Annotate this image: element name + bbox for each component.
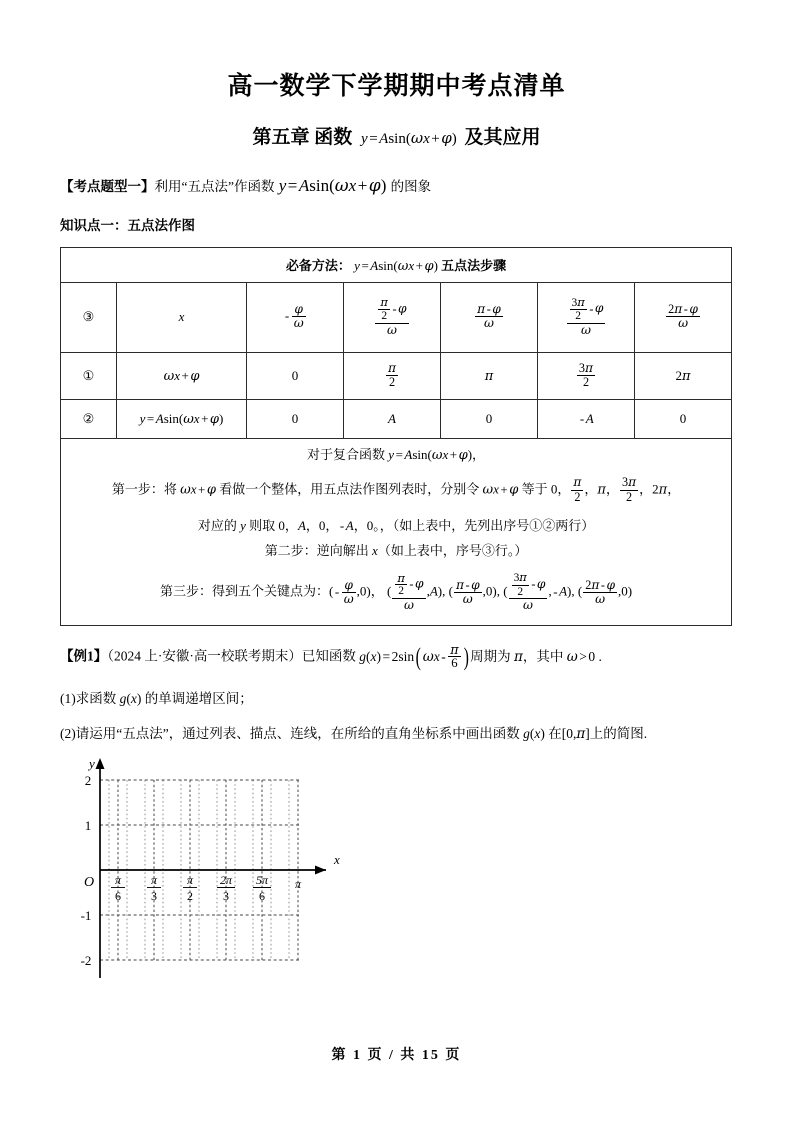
table-row: [61, 282, 732, 352]
y-tick-label-1: 1: [84, 817, 92, 833]
cell-y-2: A: [344, 399, 441, 438]
row-index-1: ①: [61, 352, 117, 399]
row-index-3: ③: [61, 282, 117, 352]
cell-arg-3: π: [441, 352, 538, 399]
cell-x-2: $\frac{\pi}{2}$ - φ ω: [344, 282, 441, 352]
row-label-x: x: [117, 282, 247, 352]
x-tick-labels: [111, 873, 302, 903]
cell-arg-2: $\frac{\pi}{2}$: [344, 352, 441, 399]
note-step-3: 第三步：得到五个关键点为：( - $\frac{\varphi}{\omega}$ ,0)， ( $\frac{\pi}{2}$ - φ ω ,A), ( $\frac{\pi - \varphi}{\omega}$ ,0), ( $\frac{3\pi}{2}$ - φ ω , - A), ( $\frac{2\pi - \varphi}{\omega}$ ,0): [160, 570, 633, 613]
y-tick-label-neg1: -1: [80, 907, 92, 923]
note-step-1a: 第一步：将 ωx + φ 看做一个整体，用五点法作图列表时，分别令 ωx + φ 等于 0， $\frac{\pi}{2}$ ，π， $\frac{3\pi}{2}$ ，2π，: [111, 475, 681, 504]
svg-text:3: 3: [151, 888, 157, 903]
cell-x-5: $\frac{2\pi - \varphi}{\omega}$: [635, 282, 732, 352]
topic-heading: [60, 149, 733, 198]
origin-label: O: [84, 874, 95, 890]
y-axis-arrow: [96, 758, 105, 769]
chapter-subtitle-prefix: 第五章 函数: [252, 127, 353, 148]
table-header-formula: y = Asin(ωx + φ): [354, 258, 438, 275]
cell-arg-4: $\frac{3\pi}{2}$: [538, 352, 635, 399]
row-label-omega-x-phi: ωx + φ: [117, 352, 247, 399]
example-formula: g(x) = 2sin( ωx - $\frac{\pi}{6}$ ): [359, 641, 469, 671]
chapter-subtitle-suffix: 及其应用: [464, 127, 541, 148]
table-row: [61, 352, 732, 399]
x-axis-label: x: [334, 851, 340, 867]
svg-text:π: π: [150, 872, 158, 887]
table-row: [61, 399, 732, 438]
note-step-2: 第二步：逆向解出 x（如上表中，序号③行。）: [264, 543, 528, 559]
chapter-subtitle: [60, 102, 733, 149]
example-tag: 【例1】: [60, 648, 108, 664]
note-step-1b: 对应的 y 则取 0，A，0， - A，0。，（如上表中，先列出序号①②两行）: [197, 518, 595, 534]
page-title: 高一数学下学期期中考点清单: [227, 73, 566, 100]
example-stem-a: 已知函数: [301, 648, 356, 664]
example-question-1: (1)求函数 g(x) 的单调递增区间；: [60, 690, 253, 706]
example-question-2: (2)请运用“五点法”，通过列表、描点、连线，在所给的直角坐标系中画出函数 g(x) 在[0,π]上的简图.: [60, 725, 648, 742]
cell-y-5: 0: [635, 399, 732, 438]
svg-text:2: 2: [187, 888, 193, 903]
topic-tag: 【考点题型一】: [60, 179, 155, 194]
example-stem-b: 周期为 π，其中 ω > 0 .: [470, 648, 602, 665]
five-point-method-table: [60, 247, 732, 626]
cell-y-4: - A: [538, 399, 635, 438]
coordinate-grid-figure: [70, 750, 733, 990]
row-index-2: ②: [61, 399, 117, 438]
svg-text:2π: 2π: [219, 872, 233, 887]
table-header-suffix: 五点法步骤: [441, 258, 507, 274]
svg-text:6: 6: [259, 888, 265, 903]
example-source: （2024 上·安徽·高一校联考期末）: [107, 648, 302, 664]
cell-y-3: 0: [441, 399, 538, 438]
x-tick-label-pi: [295, 877, 302, 891]
note-intro: 对于复合函数 y = Asin(ωx + φ)，: [307, 446, 486, 463]
svg-text:5π: 5π: [255, 872, 269, 887]
svg-text:π: π: [186, 872, 194, 887]
topic-text-b: 的图象: [390, 179, 432, 194]
table-notes-row: [61, 438, 732, 625]
svg-text:6: 6: [115, 888, 121, 903]
topic-text-a: 利用“五点法”作函数: [154, 179, 275, 194]
cell-x-3: $\frac{\pi - \varphi}{\omega}$: [441, 282, 538, 352]
chapter-subtitle-formula: y = Asin(ωx + φ): [361, 129, 457, 147]
svg-text:π: π: [294, 876, 302, 891]
y-tick-label-2: 2: [84, 772, 92, 788]
cell-arg-1: 0: [247, 352, 344, 399]
cell-y-1: 0: [247, 399, 344, 438]
y-axis-label: y: [89, 755, 95, 771]
table-notes-cell: [61, 438, 732, 625]
example-stem: [60, 626, 733, 671]
cell-arg-5: 2π: [635, 352, 732, 399]
cell-x-1: - $\frac{\varphi}{\omega}$: [247, 282, 344, 352]
coordinate-grid-svg: [70, 750, 490, 985]
knowledge-point-heading: 知识点一：五点法作图: [60, 217, 195, 233]
cell-x-4: $\frac{3\pi}{2}$ - φ ω: [538, 282, 635, 352]
page-footer: 第 1 页 / 共 15 页: [331, 1048, 462, 1063]
table-header-label: 必备方法：: [285, 258, 351, 274]
svg-text:π: π: [114, 872, 122, 887]
row-label-y: y = Asin(ωx + φ): [117, 399, 247, 438]
y-tick-label-neg2: -2: [80, 952, 92, 968]
svg-text:3: 3: [223, 888, 229, 903]
topic-formula: y=Asin(ωx+φ): [278, 176, 387, 196]
x-axis-arrow: [315, 865, 326, 874]
table-header-cell: [61, 247, 732, 282]
table-header-row: [61, 247, 732, 282]
